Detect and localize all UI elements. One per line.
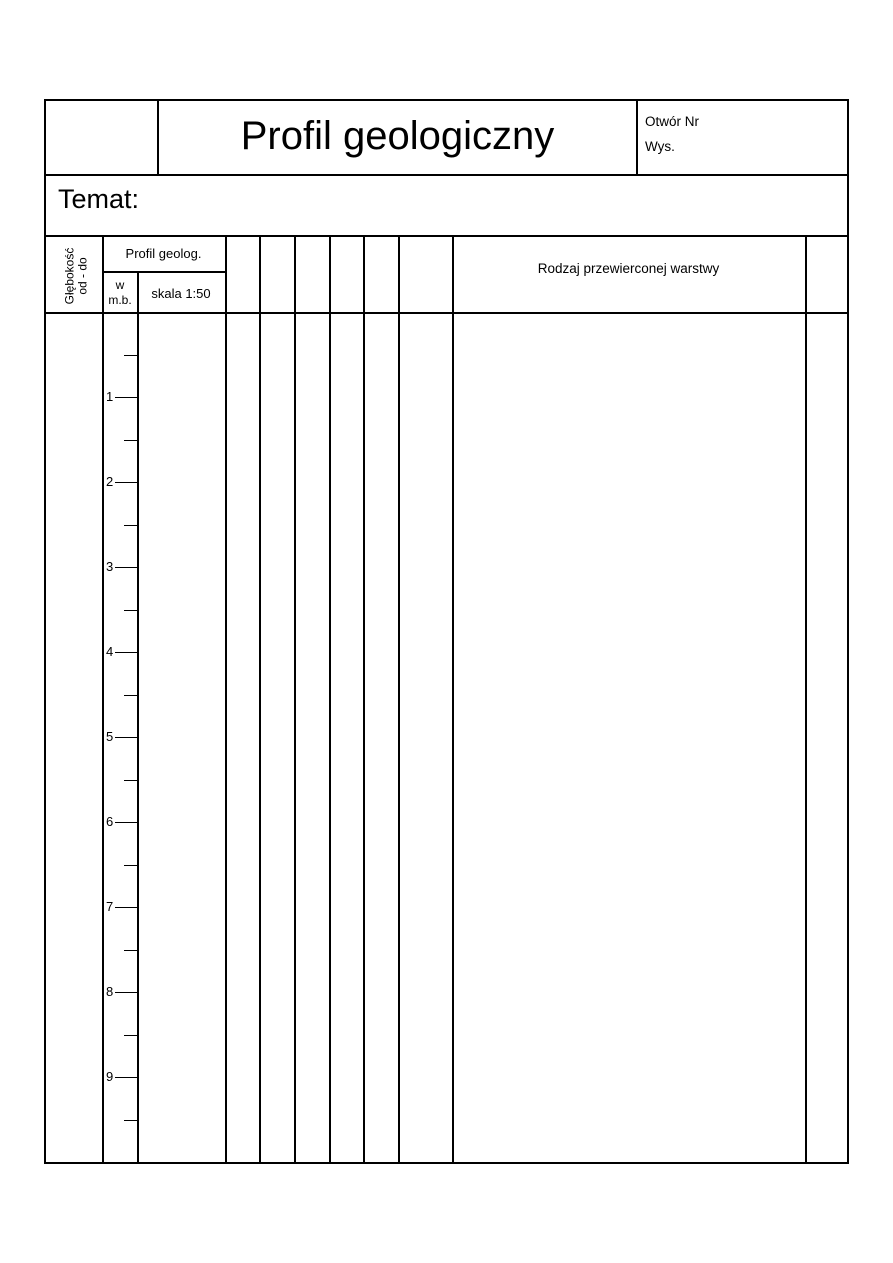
depth-mark-label: 9 bbox=[106, 1069, 114, 1084]
depth-mark-label: 5 bbox=[106, 729, 114, 744]
col-line-profile bbox=[225, 235, 227, 1163]
col-line-g bbox=[805, 235, 807, 1163]
meter-tick bbox=[115, 822, 137, 823]
depth-mark-label: 3 bbox=[106, 559, 114, 574]
frame-right bbox=[847, 99, 849, 1163]
meter-tick bbox=[115, 907, 137, 908]
col-line-unit bbox=[137, 271, 139, 1163]
scale-label: skala 1:50 bbox=[151, 286, 211, 301]
col-line-depth bbox=[102, 235, 104, 1163]
depth-mark-label: 8 bbox=[106, 984, 114, 999]
header-bottom-line bbox=[44, 174, 849, 176]
layer-type-column-header: Rodzaj przewierconej warstwy bbox=[537, 261, 720, 276]
column-header-bottom-line bbox=[44, 312, 849, 314]
half-meter-tick bbox=[124, 440, 137, 441]
meter-tick bbox=[115, 737, 137, 738]
topic-bottom-line bbox=[44, 235, 849, 237]
elevation-label: Wys. bbox=[645, 139, 675, 154]
page-title: Profil geologiczny bbox=[240, 114, 555, 158]
col-line-f bbox=[452, 235, 454, 1163]
col-line-c bbox=[329, 235, 331, 1163]
depth-column-header bbox=[52, 242, 100, 310]
frame-left bbox=[44, 99, 46, 1163]
unit-label-line1: w bbox=[115, 278, 125, 292]
depth-mark-label: 1 bbox=[106, 389, 114, 404]
meter-tick bbox=[115, 567, 137, 568]
half-meter-tick bbox=[124, 610, 137, 611]
depth-mark-label: 6 bbox=[106, 814, 114, 829]
col-line-b bbox=[294, 235, 296, 1163]
col-line-e bbox=[398, 235, 400, 1163]
profile-column-header: Profil geolog. bbox=[125, 246, 202, 261]
meter-tick bbox=[115, 992, 137, 993]
meter-tick bbox=[115, 652, 137, 653]
half-meter-tick bbox=[124, 865, 137, 866]
depth-label-line2: od - do bbox=[75, 257, 90, 295]
half-meter-tick bbox=[124, 950, 137, 951]
half-meter-tick bbox=[124, 695, 137, 696]
unit-label-line2: m.b. bbox=[108, 293, 132, 307]
half-meter-tick bbox=[124, 780, 137, 781]
topic-label: Temat: bbox=[58, 184, 140, 214]
meter-tick bbox=[115, 397, 137, 398]
col-line-d bbox=[363, 235, 365, 1163]
borehole-number-label: Otwór Nr bbox=[645, 114, 699, 129]
meter-tick bbox=[115, 1077, 137, 1078]
half-meter-tick bbox=[124, 1035, 137, 1036]
depth-mark-label: 7 bbox=[106, 899, 114, 914]
depth-mark-label: 2 bbox=[106, 474, 114, 489]
half-meter-tick bbox=[124, 1120, 137, 1121]
meter-tick bbox=[115, 482, 137, 483]
depth-mark-label: 4 bbox=[106, 644, 114, 659]
half-meter-tick bbox=[124, 525, 137, 526]
half-meter-tick bbox=[124, 355, 137, 356]
profile-subheader-line bbox=[102, 271, 225, 273]
frame-top bbox=[44, 99, 849, 101]
depth-label-line1: Głębokość bbox=[62, 247, 77, 305]
frame-bottom bbox=[44, 1162, 849, 1164]
col-line-a bbox=[259, 235, 261, 1163]
